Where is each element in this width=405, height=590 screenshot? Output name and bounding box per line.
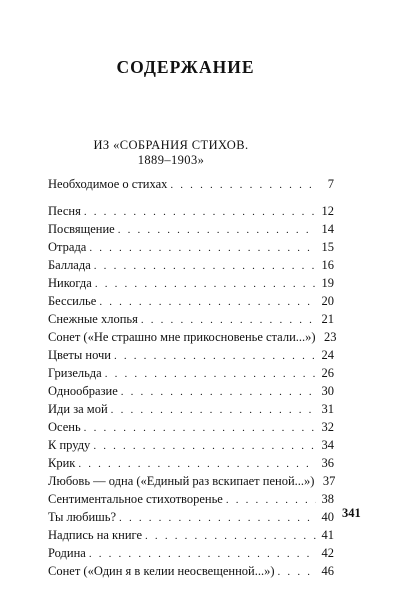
toc-entry-title: Цветы ночи — [48, 348, 111, 362]
toc-entry-page: 7 — [327, 177, 334, 191]
toc-entry — [48, 328, 337, 346]
toc-entry-page: 15 — [321, 240, 334, 254]
toc-entry-title: К пруду — [48, 438, 91, 452]
toc-entry-page: 23 — [324, 330, 337, 344]
toc-entry-page: 36 — [321, 456, 334, 470]
toc-leader — [94, 257, 316, 275]
toc-entry-page: 41 — [321, 528, 334, 542]
toc-leader — [93, 437, 316, 455]
toc-entry-title: Сонет («Не страшно мне прикосновенье стали...») — [48, 330, 316, 344]
toc-entry-page: 21 — [321, 312, 334, 326]
toc-entry — [48, 292, 334, 310]
toc-entry-title: Крик — [48, 456, 76, 470]
toc-leader — [119, 509, 316, 527]
toc-entry-page: 20 — [321, 294, 334, 308]
toc-entry — [48, 418, 334, 436]
toc-entry — [48, 364, 334, 382]
section-heading-line1: ИЗ «СОБРАНИЯ СТИХОВ. — [93, 138, 249, 152]
toc-leader — [95, 275, 316, 293]
toc-entry-page: 30 — [321, 384, 334, 398]
toc-entry-page: 16 — [321, 258, 334, 272]
section-heading — [0, 138, 342, 167]
toc-entry — [48, 256, 334, 274]
toc-entry — [48, 490, 334, 508]
toc-entry — [48, 562, 334, 580]
toc-entry-title: Никогда — [48, 276, 92, 290]
toc-entry-title: Ты любишь? — [48, 510, 117, 524]
toc-entry-title: Иди за мой — [48, 402, 108, 416]
page-title: СОДЕРЖАНИЕ — [116, 57, 255, 77]
toc-leader — [226, 491, 316, 509]
toc-entry — [48, 310, 334, 328]
toc-entry-page: 24 — [321, 348, 334, 362]
toc-entry-page: 14 — [321, 222, 334, 236]
toc-entry-page: 26 — [321, 366, 334, 380]
toc-entry-title: Песня — [48, 204, 81, 218]
toc-entry-title: Посвящение — [48, 222, 115, 236]
toc-entry — [48, 346, 334, 364]
section-heading-line2: 1889–1903» — [137, 152, 205, 167]
toc-entry-page: 32 — [321, 420, 334, 434]
toc-leader — [89, 545, 316, 563]
toc-leader — [84, 419, 316, 437]
toc-leader — [118, 221, 316, 239]
toc-leader — [84, 203, 316, 221]
toc-entry — [48, 472, 334, 490]
toc-entry-title: Любовь — одна («Единый раз вскипает пеной...») — [48, 474, 315, 488]
toc-leader — [89, 239, 316, 257]
toc-leader — [78, 455, 316, 473]
toc-entry-title: Отрада — [48, 240, 87, 254]
toc-entry — [48, 274, 334, 292]
toc-entry-page: 42 — [321, 546, 334, 560]
toc-entry — [48, 436, 334, 454]
toc-entry-page: 19 — [321, 276, 334, 290]
toc-entry — [48, 202, 334, 220]
toc-leader — [114, 347, 316, 365]
toc-leader — [121, 383, 316, 401]
toc-entry-title: Однообразие — [48, 384, 118, 398]
toc-entry — [48, 454, 334, 472]
toc-leader — [111, 401, 316, 419]
toc-leader — [99, 293, 316, 311]
page-number: 341 — [342, 506, 361, 520]
table-of-contents — [48, 175, 337, 580]
toc-entry-title: Бессилье — [48, 294, 97, 308]
toc-entry-page: 37 — [322, 474, 336, 488]
toc-leader — [141, 311, 316, 329]
toc-entry-page: 40 — [321, 510, 334, 524]
toc-entry — [48, 238, 334, 256]
toc-leader — [145, 527, 316, 545]
toc-entry-title: Надпись на книге — [48, 528, 143, 542]
toc-entry — [48, 508, 334, 526]
toc-entry-page: 38 — [321, 492, 334, 506]
toc-entry — [48, 220, 334, 238]
toc-entry-title: Осень — [48, 420, 81, 434]
toc-leader — [105, 365, 316, 383]
toc-entry-page: 31 — [321, 402, 334, 416]
toc-leader — [278, 563, 316, 581]
toc-entry — [48, 544, 334, 562]
toc-entry-title: Баллада — [48, 258, 91, 272]
toc-entry — [48, 382, 334, 400]
toc-entry-title: Снежные хлопья — [48, 312, 138, 326]
toc-leader — [170, 176, 316, 194]
toc-entry-page: 34 — [321, 438, 334, 452]
toc-entry — [48, 526, 334, 544]
toc-entry-title: Сентиментальное стихотворенье — [48, 492, 223, 506]
toc-entry-title: Родина — [48, 546, 86, 560]
toc-entry — [48, 175, 334, 193]
toc-entry-title: Сонет («Один я в келии неосвещенной...») — [48, 564, 275, 578]
toc-entry-title: Гризельда — [48, 366, 102, 380]
toc-entry-page: 46 — [321, 564, 334, 578]
toc-entry — [48, 400, 334, 418]
toc-entry-page: 12 — [321, 204, 334, 218]
toc-entry-title: Необходимое о стихах — [48, 177, 168, 191]
